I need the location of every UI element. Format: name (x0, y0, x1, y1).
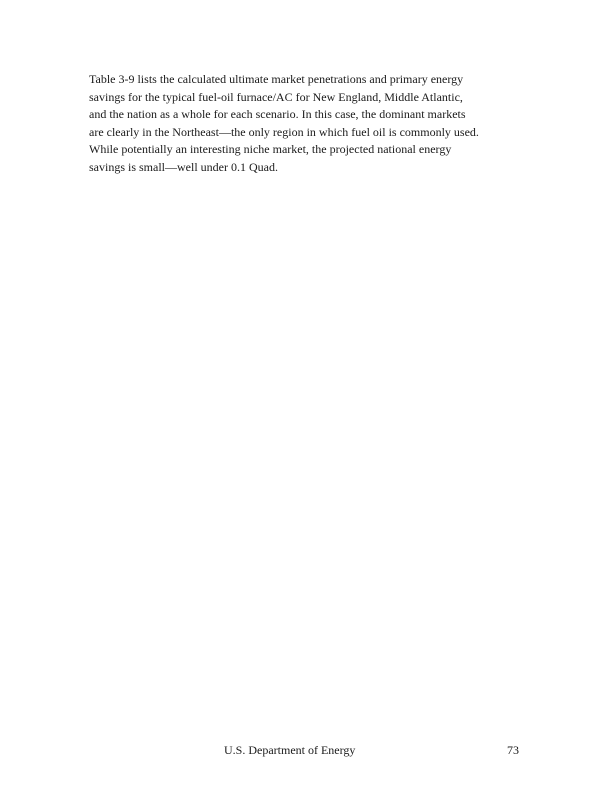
paragraph-line: While potentially an interesting niche market, the projected national energy (89, 142, 452, 157)
paragraph-line: savings for the typical fuel-oil furnace/AC for New England, Middle Atlantic, (89, 89, 463, 104)
body-paragraph (89, 71, 539, 177)
paragraph-line: and the nation as a whole for each scenario. In this case, the dominant markets (89, 107, 466, 122)
paragraph-line: Table 3-9 lists the calculated ultimate market penetrations and primary energy (89, 72, 464, 86)
paragraph-line: savings is small—well under 0.1 Quad. (89, 159, 278, 174)
paragraph-line: are clearly in the Northeast—the only region in which fuel oil is commonly used. (89, 124, 479, 139)
page-number: 73 (507, 743, 519, 757)
footer-organization: U.S. Department of Energy (224, 743, 356, 757)
